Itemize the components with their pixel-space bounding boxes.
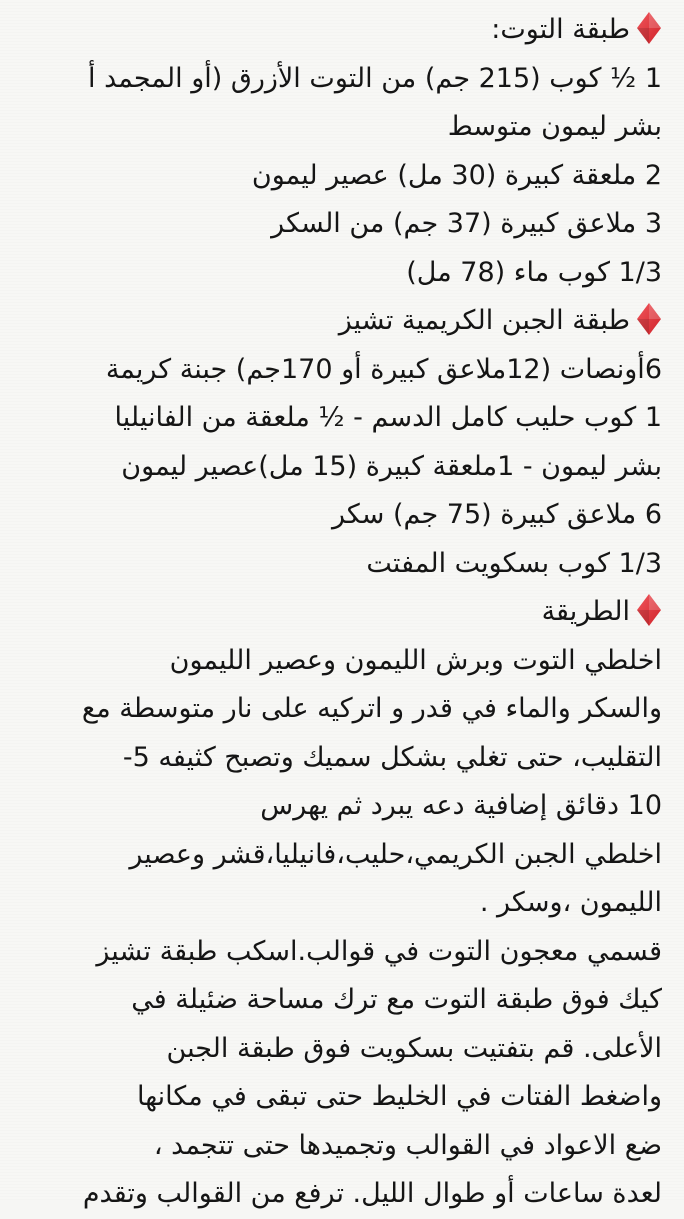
method-line: واضغط الفتات في الخليط حتى تبقى في مكانها [136,1081,662,1112]
method-line: 10 دقائق إضافية دعه يبرد ثم يهرس [260,790,662,821]
heading-method [8,588,662,637]
method-line: والسكر والماء في قدر و اتركيه على نار متوسطة مع [81,693,662,724]
ingredient-line: 1/3 كوب ماء (78 مل) [406,256,662,288]
ingredient-line: 1/3 كوب بسكويت المفتت [366,547,662,579]
method-line: الأعلى. قم بتفتيت بسكويت فوق طبقة الجبن [166,1032,662,1064]
ingredient-line: 1 كوب حليب كامل الدسم - ½ ملعقة من الفانيليا [114,402,662,433]
method-line: اخلطي التوت وبرش الليمون وعصير الليمون [169,644,662,676]
ingredient-line: 6أونصات (12ملاعق كبيرة أو 170جم) جبنة كريمة [105,353,662,385]
heading-text: طبقة الجبن الكريمية تشيز [338,305,630,336]
method-line: قسمي معجون التوت في قوالب.اسكب طبقة تشيز [96,935,662,967]
red-diamond-icon [636,11,662,45]
note-body [8,6,662,1219]
ingredient-line: 2 ملعقة كبيرة (30 مل) عصير ليمون [251,159,662,191]
method-line: ضع الاعواد في القوالب وتجميدها حتى تتجمد ، [153,1129,662,1161]
ingredient-line: بشر ليمون متوسط [447,111,662,142]
method-line: التقليب، حتى تغلي بشكل سميك وتصبح كثيفه 5- [122,741,662,773]
heading-text: الطريقة [541,596,630,627]
heading-berry-layer [8,6,662,55]
red-diamond-icon [636,302,662,336]
ingredient-line: 6 ملاعق كبيرة (75 جم) سكر [331,499,662,530]
ingredient-line: 1 ½ كوب (215 جم) من التوت الأزرق (أو المجمد أ [88,62,662,94]
ingredient-line: 3 ملاعق كبيرة (37 جم) من السكر [271,208,662,239]
heading-text: طبقة التوت: [491,14,630,45]
heading-cheese-layer [8,297,662,346]
method-line: كيك فوق طبقة التوت مع ترك مساحة ضئيلة في [131,984,662,1015]
method-line: الليمون ،وسكر . [479,887,662,918]
ingredient-line: بشر ليمون - 1ملعقة كبيرة (15 مل)عصير ليمون [121,450,662,482]
method-line: لعدة ساعات أو طوال الليل. ترفع من القوالب وتقدم [82,1178,662,1209]
method-line: اخلطي الجبن الكريمي،حليب،فانيليا،قشر وعصير [129,838,662,870]
red-diamond-icon [636,593,662,627]
